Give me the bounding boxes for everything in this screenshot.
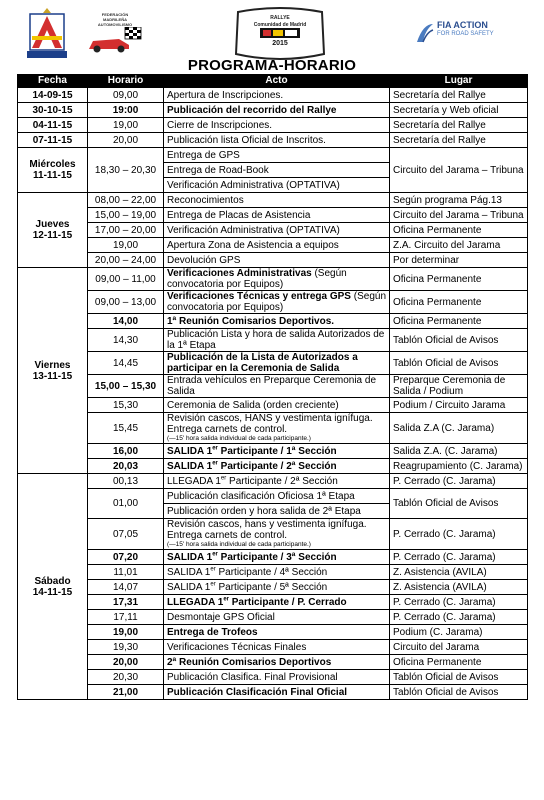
- row-horario: 14,07: [88, 580, 164, 595]
- row-fecha: 14-09-15: [18, 88, 88, 103]
- column-header-acto: Acto: [164, 75, 390, 88]
- rallye-comunidad-madrid-plate: [232, 6, 328, 62]
- table-row: [18, 640, 528, 655]
- row-horario: 20,03: [88, 459, 164, 474]
- row-acto: [164, 580, 390, 595]
- row-acto: [164, 474, 390, 489]
- row-fecha: 04-11-15: [18, 118, 88, 133]
- acto-rest-part: (Según convocatoria por Equipos): [167, 268, 347, 290]
- table-row: [18, 550, 528, 565]
- row-horario: 00,13: [88, 474, 164, 489]
- row-acto: Publicación Clasificación Final Oficial: [164, 685, 390, 700]
- row-horario: 11,01: [88, 565, 164, 580]
- row-fecha: 30-10-15: [18, 103, 88, 118]
- row-acto: [164, 413, 390, 444]
- table-row: [18, 444, 528, 459]
- row-acto: Reconocimientos: [164, 193, 390, 208]
- acto-sup: er: [212, 460, 218, 467]
- row-lugar: Salida Z.A (C. Jarama): [390, 413, 528, 444]
- row-acto: Publicación orden y hora salida de 2ª Etapa: [164, 504, 390, 519]
- row-acto: Entrega de Trofeos: [164, 625, 390, 640]
- row-horario: 07,05: [88, 519, 164, 550]
- row-lugar: Secretaría del Rallye: [390, 118, 528, 133]
- row-acto: 1ª Reunión Comisarios Deportivos.: [164, 314, 390, 329]
- table-row: [18, 208, 528, 223]
- table-row: [18, 223, 528, 238]
- federation-logo-line-2: MADRILEÑA: [103, 16, 127, 22]
- row-acto: 2ª Reunión Comisarios Deportivos: [164, 655, 390, 670]
- row-acto: [164, 565, 390, 580]
- column-header-lugar: Lugar: [390, 75, 528, 88]
- day-date: 14-11-15: [32, 586, 73, 598]
- table-row: [18, 314, 528, 329]
- row-horario: 18,30 – 20,30: [88, 148, 164, 193]
- row-horario: 17,11: [88, 610, 164, 625]
- row-lugar: Tablón Oficial de Avisos: [390, 352, 528, 375]
- column-header-fecha: Fecha: [18, 75, 88, 88]
- table-row: [18, 238, 528, 253]
- race-car-flag-icon: [85, 27, 145, 53]
- road-safety-swirl-icon: [415, 22, 435, 44]
- row-acto: Apertura de Inscripciones.: [164, 88, 390, 103]
- row-lugar: Según programa Pág.13: [390, 193, 528, 208]
- row-horario: 14,45: [88, 352, 164, 375]
- row-horario: 01,00: [88, 489, 164, 519]
- row-fecha-sabado: [18, 474, 88, 700]
- row-lugar: P. Cerrado (C. Jarama): [390, 550, 528, 565]
- row-lugar: Por determinar: [390, 253, 528, 268]
- row-lugar: Tablón Oficial de Avisos: [390, 489, 528, 519]
- row-lugar: P. Cerrado (C. Jarama): [390, 519, 528, 550]
- row-horario: 19,00: [88, 238, 164, 253]
- table-row: [18, 655, 528, 670]
- row-horario: 09,00 – 11,00: [88, 268, 164, 291]
- acto-text: Revisión cascos, hans y vestimenta ignífuga. Entrega carnets de control.: [167, 519, 367, 541]
- acto-text: Revisión cascos, HANS y vestimenta ignífuga. Entrega carnets de control.: [167, 413, 373, 435]
- rfeda-logo: [18, 6, 76, 62]
- day-name: Sábado: [34, 575, 71, 587]
- row-acto: Devolución GPS: [164, 253, 390, 268]
- table-row: [18, 565, 528, 580]
- row-acto: Publicación clasificación Oficiosa 1ª Etapa: [164, 489, 390, 504]
- table-row: [18, 352, 528, 375]
- acto-part-b: Participante / 5ª Sección: [215, 581, 328, 593]
- table-row: [18, 193, 528, 208]
- row-lugar: Podium (C. Jarama): [390, 625, 528, 640]
- table-row: [18, 625, 528, 640]
- acto-part-a: SALIDA 1: [167, 460, 213, 472]
- page-title: PROGRAMA-HORARIO: [187, 57, 357, 74]
- row-acto: [164, 444, 390, 459]
- row-horario: 08,00 – 22,00: [88, 193, 164, 208]
- federation-logo-line-3: AUTOMOVILISMO: [97, 21, 133, 27]
- row-acto: Entrega de Placas de Asistencia: [164, 208, 390, 223]
- row-horario: 15,00 – 19,00: [88, 208, 164, 223]
- row-lugar: Oficina Permanente: [390, 314, 528, 329]
- table-row: [18, 489, 528, 504]
- row-horario: 15,45: [88, 413, 164, 444]
- row-acto: Publicación Lista y hora de salida Autorizados de la 1ª Etapa: [164, 329, 390, 352]
- row-lugar: Circuito del Jarama – Tribuna: [390, 148, 528, 193]
- row-fecha-viernes: [18, 268, 88, 474]
- acto-part-a: LLEGADA 1: [167, 596, 224, 608]
- acto-part-b: Participante / 2ª Sección: [217, 460, 337, 472]
- acto-bold-part: Verificaciones Técnicas y entrega GPS: [167, 291, 351, 302]
- row-horario: 20,00: [88, 133, 164, 148]
- row-acto: Publicación Clasifica. Final Provisional: [164, 670, 390, 685]
- plate-year: 2015: [272, 40, 288, 47]
- row-horario: 14,30: [88, 329, 164, 352]
- table-row: [18, 519, 528, 550]
- federation-logo-line-1: FEDERACIÓN: [101, 11, 129, 17]
- day-date: 13-11-15: [32, 370, 73, 382]
- row-acto: Entrada vehículos en Preparque Ceremonia de Salida: [164, 375, 390, 398]
- row-lugar: Preparque Ceremonia de Salida / Podium: [390, 375, 528, 398]
- table-row: [18, 580, 528, 595]
- table-row: [18, 375, 528, 398]
- row-lugar: Z. Asistencia (AVILA): [390, 565, 528, 580]
- table-row: [18, 398, 528, 413]
- row-lugar: Oficina Permanente: [390, 655, 528, 670]
- table-row: [18, 595, 528, 610]
- table-row: [18, 413, 528, 444]
- row-lugar: Podium / Circuito Jarama: [390, 398, 528, 413]
- acto-part-b: Participante / 2ª Sección: [226, 475, 338, 487]
- row-horario: 15,00 – 15,30: [88, 375, 164, 398]
- row-lugar: Tablón Oficial de Avisos: [390, 329, 528, 352]
- row-horario: 20,00 – 24,00: [88, 253, 164, 268]
- row-lugar: Circuito del Jarama – Tribuna: [390, 208, 528, 223]
- federation-logo: [80, 8, 150, 56]
- row-acto: Publicación lista Oficial de Inscritos.: [164, 133, 390, 148]
- row-lugar: Secretaría del Rallye: [390, 88, 528, 103]
- row-horario: 14,00: [88, 314, 164, 329]
- table-row: [18, 88, 528, 103]
- row-horario: 17,00 – 20,00: [88, 223, 164, 238]
- acto-part-a: SALIDA 1: [167, 445, 213, 457]
- acto-note: (—15' hora salida individual de cada participante.): [167, 541, 311, 548]
- row-acto: Cierre de Inscripciones.: [164, 118, 390, 133]
- row-lugar: P. Cerrado (C. Jarama): [390, 474, 528, 489]
- day-name: Miércoles: [29, 159, 76, 170]
- row-lugar: Tablón Oficial de Avisos: [390, 670, 528, 685]
- row-acto: [164, 595, 390, 610]
- row-horario: 15,30: [88, 398, 164, 413]
- acto-part-a: SALIDA 1: [167, 551, 213, 563]
- fia-action-text: FIA ACTION: [437, 20, 488, 30]
- row-fecha-miercoles: [18, 148, 88, 193]
- row-acto: [164, 291, 390, 314]
- row-lugar: Z. Asistencia (AVILA): [390, 580, 528, 595]
- table-row: [18, 329, 528, 352]
- row-acto: Verificación Administrativa (OPTATIVA): [164, 223, 390, 238]
- fia-road-safety-text: FOR ROAD SAFETY: [437, 31, 494, 37]
- acto-part-b: Participante / 1ª Sección: [217, 445, 337, 457]
- row-horario: 16,00: [88, 444, 164, 459]
- row-horario: 07,20: [88, 550, 164, 565]
- row-lugar: Salida Z.A. (C. Jarama): [390, 444, 528, 459]
- row-horario: 19,00: [88, 118, 164, 133]
- row-acto: Publicación del recorrido del Rallye: [164, 103, 390, 118]
- row-lugar: P. Cerrado (C. Jarama): [390, 595, 528, 610]
- row-lugar: Secretaría del Rallye: [390, 133, 528, 148]
- table-row: [18, 103, 528, 118]
- row-lugar: Oficina Permanente: [390, 291, 528, 314]
- plate-title: RALLYE: [270, 15, 290, 21]
- row-horario: 09,00 – 13,00: [88, 291, 164, 314]
- row-horario: 21,00: [88, 685, 164, 700]
- row-acto: Desmontaje GPS Oficial: [164, 610, 390, 625]
- table-row: [18, 133, 528, 148]
- row-horario: 19,00: [88, 625, 164, 640]
- table-row: [18, 253, 528, 268]
- row-lugar: P. Cerrado (C. Jarama): [390, 610, 528, 625]
- row-acto: [164, 519, 390, 550]
- day-name: Viernes: [34, 359, 71, 371]
- row-lugar: Secretaría y Web oficial: [390, 103, 528, 118]
- acto-sup: er: [210, 566, 216, 573]
- day-date: 11-11-15: [33, 170, 72, 181]
- row-acto: [164, 550, 390, 565]
- table-row: [18, 670, 528, 685]
- row-acto: Entrega de GPS: [164, 148, 390, 163]
- schedule-table: [17, 74, 528, 700]
- table-row: [18, 685, 528, 700]
- table-row: [18, 148, 528, 163]
- row-lugar: Oficina Permanente: [390, 223, 528, 238]
- row-fecha-jueves: [18, 193, 88, 268]
- row-fecha: 07-11-15: [18, 133, 88, 148]
- row-lugar: Circuito del Jarama: [390, 640, 528, 655]
- table-header-row: [18, 75, 528, 88]
- acto-part-b: Participante / P. Cerrado: [228, 596, 347, 608]
- table-row: [18, 610, 528, 625]
- row-acto: [164, 459, 390, 474]
- row-horario: 20,00: [88, 655, 164, 670]
- acto-part-a: SALIDA 1: [167, 581, 211, 593]
- row-acto: Ceremonia de Salida (orden creciente): [164, 398, 390, 413]
- acto-part-a: SALIDA 1: [167, 566, 211, 578]
- day-name: Jueves: [35, 219, 70, 230]
- acto-sup: er: [220, 475, 227, 482]
- row-lugar: Tablón Oficial de Avisos: [390, 685, 528, 700]
- acto-rest-part: (Según convocatoria por Equipos): [167, 291, 387, 313]
- table-row: [18, 291, 528, 314]
- acto-sup: er: [223, 596, 229, 603]
- acto-bold-part: Verificaciones Administrativas: [167, 268, 312, 279]
- row-lugar: Reagrupamiento (C. Jarama): [390, 459, 528, 474]
- row-acto: Apertura Zona de Asistencia a equipos: [164, 238, 390, 253]
- acto-sup: er: [210, 581, 216, 588]
- table-row: [18, 459, 528, 474]
- table-row: [18, 268, 528, 291]
- fia-action-road-safety-logo: [415, 20, 511, 48]
- row-acto: Publicación de la Lista de Autorizados a participar en la Ceremonia de Salida: [164, 352, 390, 375]
- acto-sup: er: [212, 445, 218, 452]
- row-lugar: Oficina Permanente: [390, 268, 528, 291]
- row-horario: 19:00: [88, 103, 164, 118]
- row-horario: 20,30: [88, 670, 164, 685]
- day-date: 12-11-15: [32, 230, 73, 241]
- acto-note: (—15' hora salida individual de cada participante.): [167, 435, 311, 442]
- row-acto: Verificación Administrativa (OPTATIVA): [164, 178, 390, 193]
- acto-sup: er: [212, 551, 218, 558]
- table-row: [18, 474, 528, 489]
- acto-part-a: LLEGADA 1: [167, 475, 221, 487]
- row-acto: Verificaciones Técnicas Finales: [164, 640, 390, 655]
- acto-part-b: Participante / 3ª Sección: [217, 551, 337, 563]
- row-horario: 19,30: [88, 640, 164, 655]
- column-header-horario: Horario: [88, 75, 164, 88]
- row-lugar: Z.A. Circuito del Jarama: [390, 238, 528, 253]
- row-acto: [164, 268, 390, 291]
- plate-subtitle: Comunidad de Madrid: [253, 22, 307, 28]
- table-row: [18, 118, 528, 133]
- row-horario: 09,00: [88, 88, 164, 103]
- row-horario: 17,31: [88, 595, 164, 610]
- row-acto: Entrega de Road-Book: [164, 163, 390, 178]
- acto-part-b: Participante / 4ª Sección: [215, 566, 328, 578]
